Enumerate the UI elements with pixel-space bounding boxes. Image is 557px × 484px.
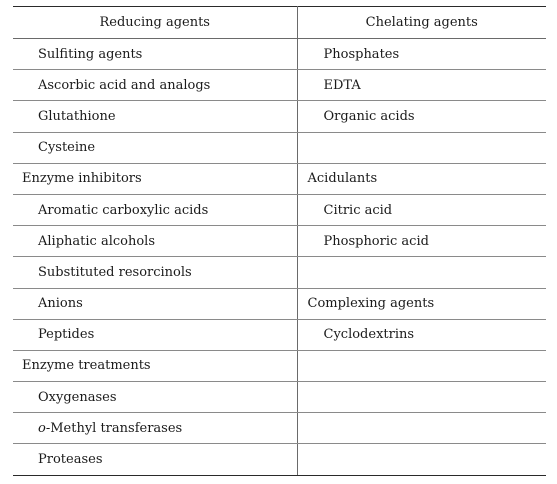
table-cell	[13, 288, 297, 319]
category-heading: Complexing agents	[307, 296, 435, 312]
table-row	[13, 257, 546, 288]
table-cell	[13, 257, 297, 288]
table-cell	[297, 350, 546, 381]
table-row	[13, 413, 546, 444]
table-cell	[13, 382, 297, 413]
table-cell	[13, 413, 297, 444]
cell-text: Phosphoric acid	[323, 233, 429, 249]
table-cell	[13, 132, 297, 163]
table-cell	[13, 101, 297, 132]
table-row	[13, 101, 546, 132]
table-cell	[297, 288, 546, 319]
cell-text: Organic acids	[323, 108, 415, 124]
table-cell	[13, 163, 297, 194]
cell-text: Proteases	[38, 452, 103, 468]
cell-text: Substituted resorcinols	[38, 264, 192, 280]
table-row	[13, 70, 546, 101]
table-cell	[13, 194, 297, 225]
table-cell	[297, 101, 546, 132]
cell-text: Anions	[38, 296, 83, 312]
cell-text: Peptides	[38, 327, 95, 343]
table-cell	[297, 163, 546, 194]
header-reducing-agents: Reducing agents	[13, 7, 297, 39]
italic-prefix: o	[38, 420, 46, 436]
table-row	[13, 194, 546, 225]
table-cell	[297, 226, 546, 257]
cell-text: Ascorbic acid and analogs	[38, 77, 211, 93]
category-heading: Acidulants	[307, 171, 378, 187]
category-heading: Enzyme inhibitors	[22, 171, 142, 187]
table-cell	[297, 382, 546, 413]
table-cell	[13, 39, 297, 70]
table-row	[13, 163, 546, 194]
cell-text: Cyclodextrins	[323, 327, 415, 343]
table-row	[13, 226, 546, 257]
table-cell	[13, 350, 297, 381]
cell-text: EDTA	[323, 77, 361, 93]
table-row	[13, 382, 546, 413]
table-row	[13, 444, 546, 475]
table-row	[13, 39, 546, 70]
table-cell	[13, 319, 297, 350]
table-cell	[297, 194, 546, 225]
table-cell	[13, 226, 297, 257]
anti-browning-agents-table	[13, 6, 546, 476]
header-chelating-agents: Chelating agents	[297, 7, 546, 39]
cell-text: Glutathione	[38, 108, 116, 124]
header-row	[13, 7, 546, 39]
table-cell	[297, 257, 546, 288]
cell-text: Cysteine	[38, 140, 96, 156]
cell-text-rest: -Methyl transferases	[45, 420, 183, 436]
table-cell	[13, 70, 297, 101]
table-cell	[297, 319, 546, 350]
table-row	[13, 132, 546, 163]
cell-text: Citric acid	[323, 202, 393, 218]
table-cell	[297, 70, 546, 101]
table-cell	[297, 444, 546, 475]
table-row	[13, 350, 546, 381]
table-cell	[297, 39, 546, 70]
cell-text: Phosphates	[323, 46, 400, 62]
table-row	[13, 319, 546, 350]
cell-text: Aliphatic alcohols	[38, 233, 155, 249]
table-row	[13, 288, 546, 319]
cell-text	[13, 422, 182, 435]
table-cell	[297, 413, 546, 444]
cell-text: Aromatic carboxylic acids	[38, 202, 209, 218]
cell-text: Oxygenases	[38, 389, 117, 405]
table-cell	[297, 132, 546, 163]
category-heading: Enzyme treatments	[22, 358, 151, 374]
table-cell	[13, 444, 297, 475]
cell-text: Sulfiting agents	[38, 46, 143, 62]
